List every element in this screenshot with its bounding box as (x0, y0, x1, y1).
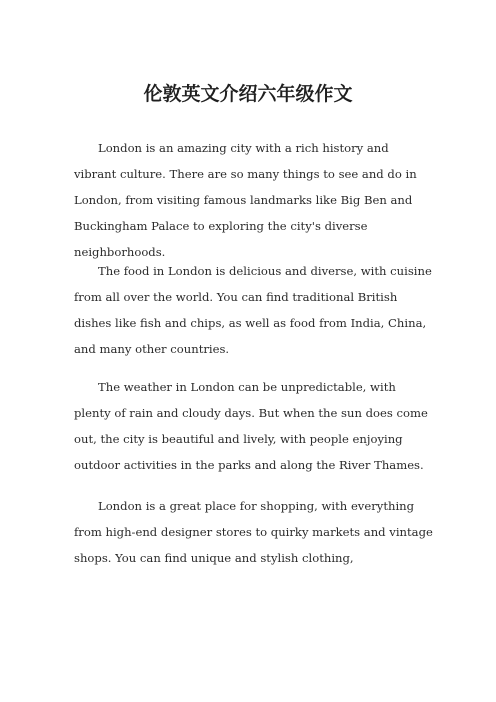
paragraph-shopping: London is a great place for shopping, with everything from high-end designer stores to quirky markets and vintage shops. You can find unique and stylish clothing, (74, 499, 433, 565)
paragraph-weather: The weather in London can be unpredictable, with plenty of rain and cloudy days. But when the sun does come out, the city is beautiful and lively, with people enjoying outdoor activities in the parks and along the River Thames. (74, 380, 428, 472)
document-title: 伦敦英文介绍六年级作文 (143, 83, 353, 105)
paragraph-food: The food in London is delicious and diverse, with cuisine from all over the world. You can find traditional British dishes like fish and chips, as well as food from India, China, and many other countries. (74, 264, 432, 356)
paragraph-intro: London is an amazing city with a rich history and vibrant culture. There are so many things to see and do in London, from visiting famous landmarks like Big Ben and Buckingham Palace to exploring the city's diverse neighborhoods. (74, 141, 417, 259)
